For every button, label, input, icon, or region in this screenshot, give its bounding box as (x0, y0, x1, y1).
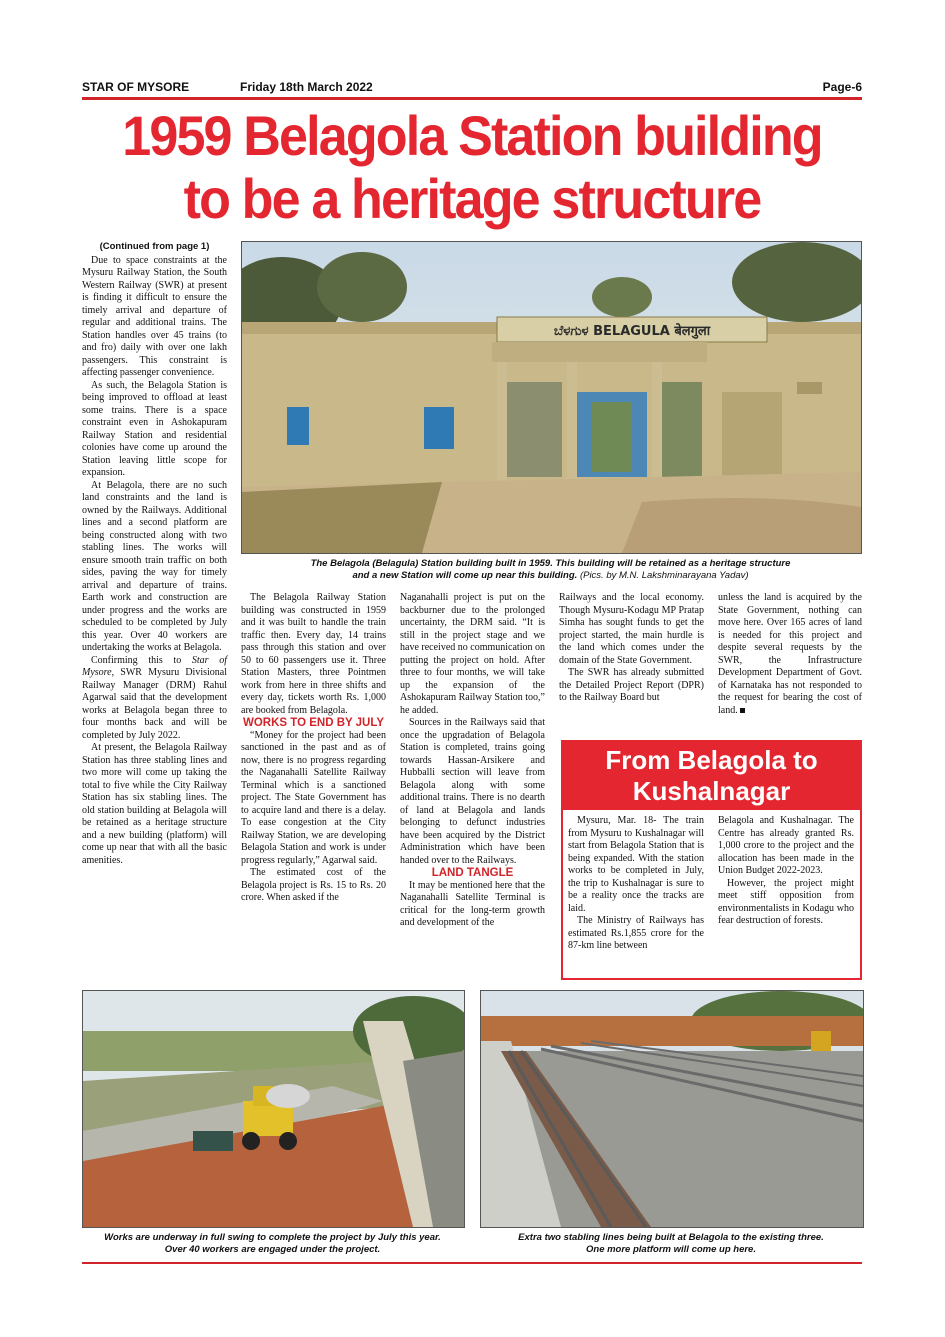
headline-line-1: 1959 Belagola Station building (122, 104, 822, 167)
sidebox-column-2 (718, 815, 854, 928)
article-column-3 (400, 592, 545, 930)
paragraph: unless the land is acquired by the State Government, nothing can move here. Over 165 acres of land is needed for this project and despite several requests by the SWR, the Infrastructure Development Department of Govt. of Karnataka has not responded to the request for bearing the cost of land. (718, 592, 862, 716)
photo-credit: (Pics. by M.N. Lakshminarayana Yadav) (579, 570, 749, 581)
article-column-2 (241, 592, 386, 905)
paragraph: “Money for the project had been sanctioned in the past and as of now, there is no progress regarding the Naganahalli Satellite Railway Terminal which is a sanctioned project. The State Government has to acquire land and there is a delay. To ease congestion at the City Railway Station, we are developing Belagola Station and work is under progress regularly,” Agarwal said. (241, 729, 386, 866)
paragraph: The Belagola Railway Station building was constructed in 1959 and it was built to handle the train traffic then. Every day, 14 trains pass through this station and over 50 to 60 passengers use it. Three Station Masters, three Pointmen work from here in three shifts and every day, tickets worth Rs. 1,000 are booked from Belagola. (241, 592, 386, 716)
sidebox-column-1 (568, 815, 704, 953)
station-building-illustration (242, 242, 861, 553)
paragraph: Confirming this to Star of Mysore, SWR Mysuru Divisional Railway Manager (DRM) Rahul Agarwal said that the development works at Belagola began three to four months back and will be completed by July 2022. (82, 654, 227, 741)
article-column-4 (559, 592, 704, 705)
paragraph: At present, the Belagola Railway Station has three stabling lines and two more will come up taking the total to five while the City Railway Station has six stabling lines. The old station building at Belagola will be retained as a heritage structure and a new building (platform) will come up near that with all the basic amenities. (82, 742, 227, 866)
station-signboard: ಬೆಳಗುಳ BELAGULA बेलगुला (553, 324, 711, 339)
article-column-1 (82, 241, 227, 867)
end-of-story-mark (740, 708, 745, 713)
subheading-works-to-end: WORKS TO END BY JULY (242, 717, 384, 729)
caption-line: The Belagola (Belagula) Station building built in 1959. This building will be retained as a heritage structure (310, 558, 791, 569)
sidebox-title: From Belagola to Kushalnagar (561, 740, 862, 810)
newspaper-name-mention: Star of Mysore (82, 654, 227, 678)
paragraph: Sources in the Railways said that once the upgradation of Belagola Station is completed, trains going towards Hassan-Arsikere and Hubballi section will leave from Belagola along with some additional trains. There is no dearth of land at Belagola and lands belonging to defunct industries have been acquired by the District Administration which have been handed over to the Railways. (400, 717, 545, 866)
paragraph: At Belagola, there are no such land constraints and the land is owned by the Railways. Additional lines and a second platform are being constructed along with two stabling lines. The works will ensure smooth train traffic on both sides, paving the way for timely arrival and departure of trains. Earth work and construction are under progress and the works are scheduled to be completed by July this year. Over 40 workers are undertaking the works at Belagola. (82, 479, 227, 653)
paragraph: The SWR has already submitted the Detailed Project Report (DPR) to the Railway Board but (559, 667, 704, 703)
paragraph: Due to space constraints at the Mysuru Railway Station, the South Western Railway (SWR) at present is finding it difficult to ensure the timely arrival and departure of regular and additional trains. The Station handles over 45 trains (to and fro) daily with over one lakh passengers. This constraint is affecting passenger convenience. (82, 254, 227, 378)
paragraph: Naganahalli project is put on the backburner due to the prolonged uncertainty, the DRM said. “It is still in the project stage and we have received no communication on putting the project on hold. After three to four months, we will take up the expansion of the Ashokapuram Railway Station too,” he added. (400, 592, 545, 716)
stabling-lines-photo (480, 990, 864, 1228)
station-building-photo (241, 241, 862, 554)
paragraph: However, the project might meet stiff opposition from environmentalists in Kodagu who fear destruction of forests. (718, 877, 854, 926)
main-photo-caption (241, 558, 860, 582)
construction-works-photo (82, 990, 465, 1228)
caption-line: Works are underway in full swing to complete the project by July this year. (104, 1232, 441, 1243)
issue-date: Friday 18th March 2022 (240, 80, 373, 94)
paragraph: Railways and the local economy. Though Mysuru-Kodagu MP Pratap Simha has sought funds to get the project started, the main hurdle is the land which comes under the domain of the State Government. (559, 592, 704, 666)
masthead (82, 80, 862, 96)
paragraph: Mysuru, Mar. 18- The train from Mysuru to Kushalnagar will start from Belagola Station that is being expanded. With the station works to be completed in July, the trip to Kushalnagar is sure to be a reality once the tracks are laid. (568, 815, 704, 914)
article-column-5 (718, 592, 862, 717)
paragraph: As such, the Belagola Station is being improved to offload at least some trains. There is a space constraint even in Ashokapuram Railway Station and residential colonies have come up around the Station leaving little scope for expansion. (82, 379, 227, 478)
paragraph: Belagola and Kushalnagar. The Centre has already granted Rs. 1,000 crore to the project and the allocation has been made in the Union Budget 2022-2023. (718, 815, 854, 876)
page-number: Page-6 (822, 80, 862, 94)
continued-note: (Continued from page 1) (99, 241, 210, 252)
paragraph: The estimated cost of the Belagola project is Rs. 15 to Rs. 20 crore. When asked if the (241, 867, 386, 903)
paragraph: The Ministry of Railways has estimated Rs.1,855 crore for the 87-km line between (568, 915, 704, 951)
headline (109, 104, 834, 230)
paragraph: It may be mentioned here that the Naganahalli Satellite Terminal is critical for the long-term growth and development of the (400, 879, 545, 928)
bottom-rule (82, 1262, 862, 1264)
newspaper-name: STAR OF MYSORE (82, 80, 190, 94)
headline-line-2: to be a heritage structure (183, 167, 761, 230)
railway-tracks-illustration (481, 991, 863, 1227)
right-photo-caption (480, 1232, 862, 1256)
caption-line: Over 40 workers are engaged under the project. (164, 1244, 381, 1255)
construction-illustration (83, 991, 464, 1227)
caption-line: One more platform will come up here. (586, 1244, 756, 1255)
subheading-land-tangle: LAND TANGLE (431, 867, 514, 879)
caption-line: and a new Station will come up near this building. (Pics. by M.N. Lakshminarayana Yadav) (352, 570, 749, 581)
caption-line: Extra two stabling lines being built at Belagola to the existing three. (518, 1232, 824, 1243)
top-rule (82, 97, 862, 100)
left-photo-caption (82, 1232, 463, 1256)
